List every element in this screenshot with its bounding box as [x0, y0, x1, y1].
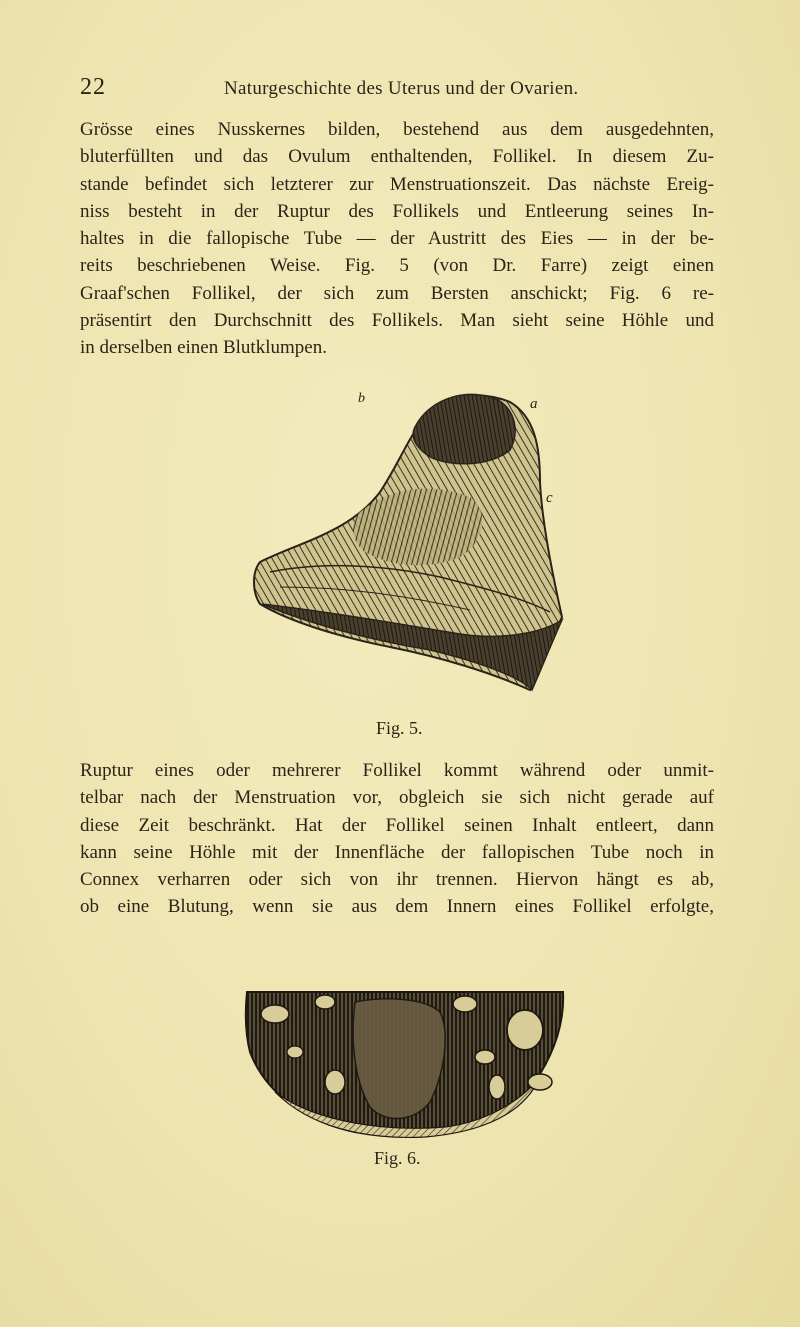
figure-6-illustration	[235, 982, 575, 1142]
text-line: telbar nach der Menstruation vor, obgleich sie sich nicht gerade auf	[80, 787, 714, 809]
text-line: präsentirt den Durchschnitt des Follikels. Man sieht seine Höhle und	[80, 310, 714, 332]
page-number: 22	[80, 74, 106, 100]
page-header	[0, 74, 800, 104]
text-line: reits beschriebenen Weise. Fig. 5 (von Dr. Farre) zeigt einen	[80, 255, 714, 277]
text-line: niss besteht in der Ruptur des Follikels und Entleerung seines In-	[80, 200, 714, 222]
running-head: Naturgeschichte des Uterus und der Ovarien.	[224, 78, 579, 99]
text-line: stande befindet sich letzterer zur Menstruationszeit. Das nächste Ereig-	[80, 173, 714, 195]
text-line: Connex verharren oder sich von ihr trennen. Hiervon hängt es ab,	[80, 869, 714, 891]
text-line: diese Zeit beschränkt. Hat der Follikel seinen Inhalt entleert, dann	[80, 814, 714, 836]
figure-5-label-b: b	[358, 391, 365, 406]
text-line: bluterfüllten und das Ovulum enthaltenden, Follikel. In diesem Zu-	[80, 146, 714, 168]
text-line: ob eine Blutung, wenn sie aus dem Innern eines Follikel erfolgte,	[80, 896, 714, 918]
figure-5-label-c: c	[546, 490, 553, 506]
paragraph-1	[80, 116, 714, 362]
figure-5-label-a: a	[530, 396, 538, 412]
text-line: Ruptur eines oder mehrerer Follikel kommt während oder unmit-	[80, 760, 714, 781]
figure-6-caption: Fig. 6.	[374, 1148, 421, 1168]
text-line: Grösse eines Nusskernes bilden, bestehend aus dem ausgedehnten,	[80, 119, 714, 140]
text-line: Graaf'schen Follikel, der sich zum Bersten anschickt; Fig. 6 re-	[80, 282, 714, 304]
text-line: haltes in die fallopische Tube — der Austritt des Eies — in der be-	[80, 228, 714, 250]
figure-5-caption: Fig. 5.	[376, 718, 423, 738]
figure-5-illustration	[240, 372, 580, 694]
text-line: kann seine Höhle mit der Innenfläche der fallopischen Tube noch in	[80, 841, 714, 863]
paragraph-2	[80, 757, 714, 921]
text-line: in derselben einen Blutklumpen.	[80, 337, 327, 359]
